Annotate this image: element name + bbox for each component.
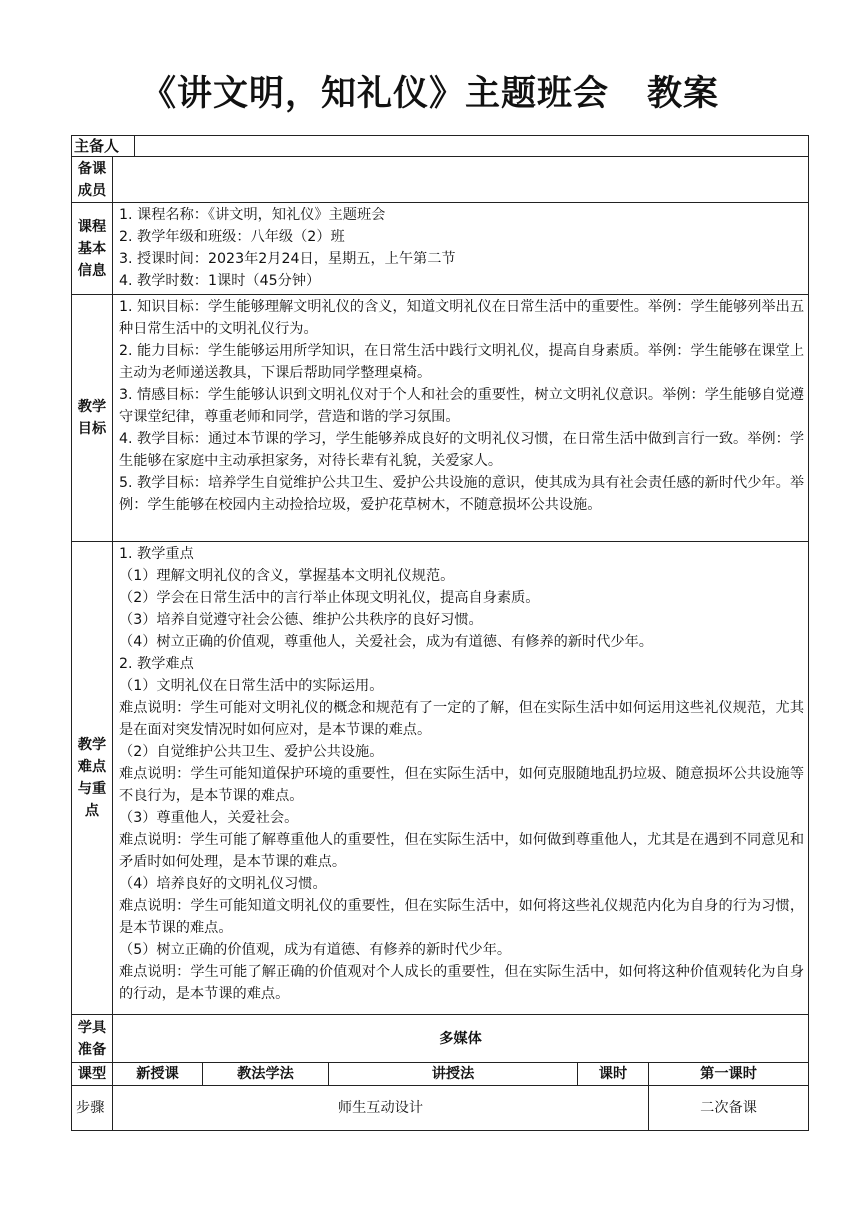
preparer-value [135, 136, 808, 156]
course-info-label: 课程基本信息 [72, 203, 113, 295]
method-value: 讲授法 [329, 1063, 578, 1086]
title-main: 《讲文明，知礼仪》主题班会 [140, 74, 609, 114]
key-point-line: （4）树立正确的价值观，尊重他人，关爱社会，成为有道德、有修养的新时代少年。 [119, 634, 653, 650]
objectives-label: 教学目标 [72, 295, 113, 542]
objectives-content [113, 295, 809, 542]
steps-second: 二次备课 [649, 1086, 809, 1131]
row-tools [72, 1015, 809, 1063]
key-point-line: （3）尊重他人，关爱社会。 [119, 810, 299, 826]
key-point-line: 难点说明：学生可能知道文明礼仪的重要性，但在实际生活中，如何将这些礼仪规范内化为自身的行为习惯，是本节课的难点。 [119, 898, 805, 936]
lesson-plan-table [71, 135, 809, 1131]
key-point-line: 难点说明：学生可能知道保护环境的重要性，但在实际生活中，如何克服随地乱扔垃圾、随意损坏公共设施等不良行为，是本节课的难点。 [119, 766, 805, 804]
row-lesson-type [72, 1063, 809, 1086]
key-point-line: 难点说明：学生可能对文明礼仪的概念和规范有了一定的了解，但在实际生活中如何运用这些礼仪规范，尤其是在面对突发情况时如何应对，是本节课的难点。 [119, 700, 805, 738]
title-suffix: 教案 [647, 74, 720, 114]
row-preparer [72, 136, 809, 157]
preparer-label: 主备人 [72, 136, 135, 156]
objective-item: 5. 教学目标：培养学生自觉维护公共卫生、爱护公共设施的意识，使其成为具有社会责任感的新时代少年。举例：学生能够在校园内主动捡拾垃圾，爱护花草树木，不随意损坏公共设施。 [119, 475, 805, 513]
row-steps [72, 1086, 809, 1131]
key-point-line: （1）理解文明礼仪的含义，掌握基本文明礼仪规范。 [119, 568, 455, 584]
key-point-line: 难点说明：学生可能了解尊重他人的重要性，但在实际生活中，如何做到尊重他人，尤其是在遇到不同意见和矛盾时如何处理，是本节课的难点。 [119, 832, 805, 870]
members-label: 备课成员 [72, 157, 113, 203]
members-value [113, 157, 809, 203]
key-point-line: 难点说明：学生可能了解正确的价值观对个人成长的重要性，但在实际生活中，如何将这种价值观转化为自身的行动，是本节课的难点。 [119, 964, 805, 1002]
key-points-content [113, 542, 809, 1015]
document-title [0, 66, 860, 116]
course-info-line: 1. 课程名称：《讲文明，知礼仪》主题班会 [119, 207, 386, 223]
period-label: 课时 [578, 1063, 649, 1086]
period-value: 第一课时 [649, 1063, 809, 1086]
course-info-content [113, 203, 809, 295]
key-point-line: （5）树立正确的价值观，成为有道德、有修养的新时代少年。 [119, 942, 512, 958]
key-point-line: （3）培养自觉遵守社会公德、维护公共秩序的良好习惯。 [119, 612, 483, 628]
course-info-line: 3. 授课时间：2023年2月24日，星期五，上午第二节 [119, 251, 456, 267]
steps-label: 步骤 [72, 1086, 113, 1131]
objective-item: 3. 情感目标：学生能够认识到文明礼仪对于个人和社会的重要性，树立文明礼仪意识。举例：学生能够自觉遵守课堂纪律，尊重老师和同学，营造和谐的学习氛围。 [119, 387, 805, 425]
method-label: 教法学法 [203, 1063, 329, 1086]
tools-label: 学具准备 [72, 1015, 113, 1063]
row-key-points [72, 542, 809, 1015]
course-info-line: 2. 教学年级和班级：八年级（2）班 [119, 229, 345, 245]
row-members [72, 157, 809, 203]
lesson-type-value: 新授课 [113, 1063, 203, 1086]
key-point-line: （2）学会在日常生活中的言行举止体现文明礼仪，提高自身素质。 [119, 590, 540, 606]
steps-design: 师生互动设计 [113, 1086, 649, 1131]
key-point-line: 1. 教学重点 [119, 546, 194, 562]
key-point-line: 2. 教学难点 [119, 656, 194, 672]
objective-item: 4. 教学目标：通过本节课的学习，学生能够养成良好的文明礼仪习惯，在日常生活中做到言行一致。举例：学生能够在家庭中主动承担家务，对待长辈有礼貌，关爱家人。 [119, 431, 805, 469]
row-objectives [72, 295, 809, 542]
key-point-line: （2）自觉维护公共卫生、爱护公共设施。 [119, 744, 384, 760]
objective-item: 1. 知识目标：学生能够理解文明礼仪的含义，知道文明礼仪在日常生活中的重要性。举例：学生能够列举出五种日常生活中的文明礼仪行为。 [119, 299, 805, 337]
key-point-line: （1）文明礼仪在日常生活中的实际运用。 [119, 678, 384, 694]
row-course-info [72, 203, 809, 295]
key-point-line: （4）培养良好的文明礼仪习惯。 [119, 876, 327, 892]
course-info-line: 4. 教学时数：1课时（45分钟） [119, 273, 321, 289]
lesson-type-label: 课型 [72, 1063, 113, 1086]
objective-item: 2. 能力目标：学生能够运用所学知识，在日常生活中践行文明礼仪，提高自身素质。举例：学生能够在课堂上主动为老师递送教具，下课后帮助同学整理桌椅。 [119, 343, 805, 381]
tools-value: 多媒体 [113, 1015, 809, 1063]
key-points-label: 教学难点与重点 [72, 542, 113, 1015]
